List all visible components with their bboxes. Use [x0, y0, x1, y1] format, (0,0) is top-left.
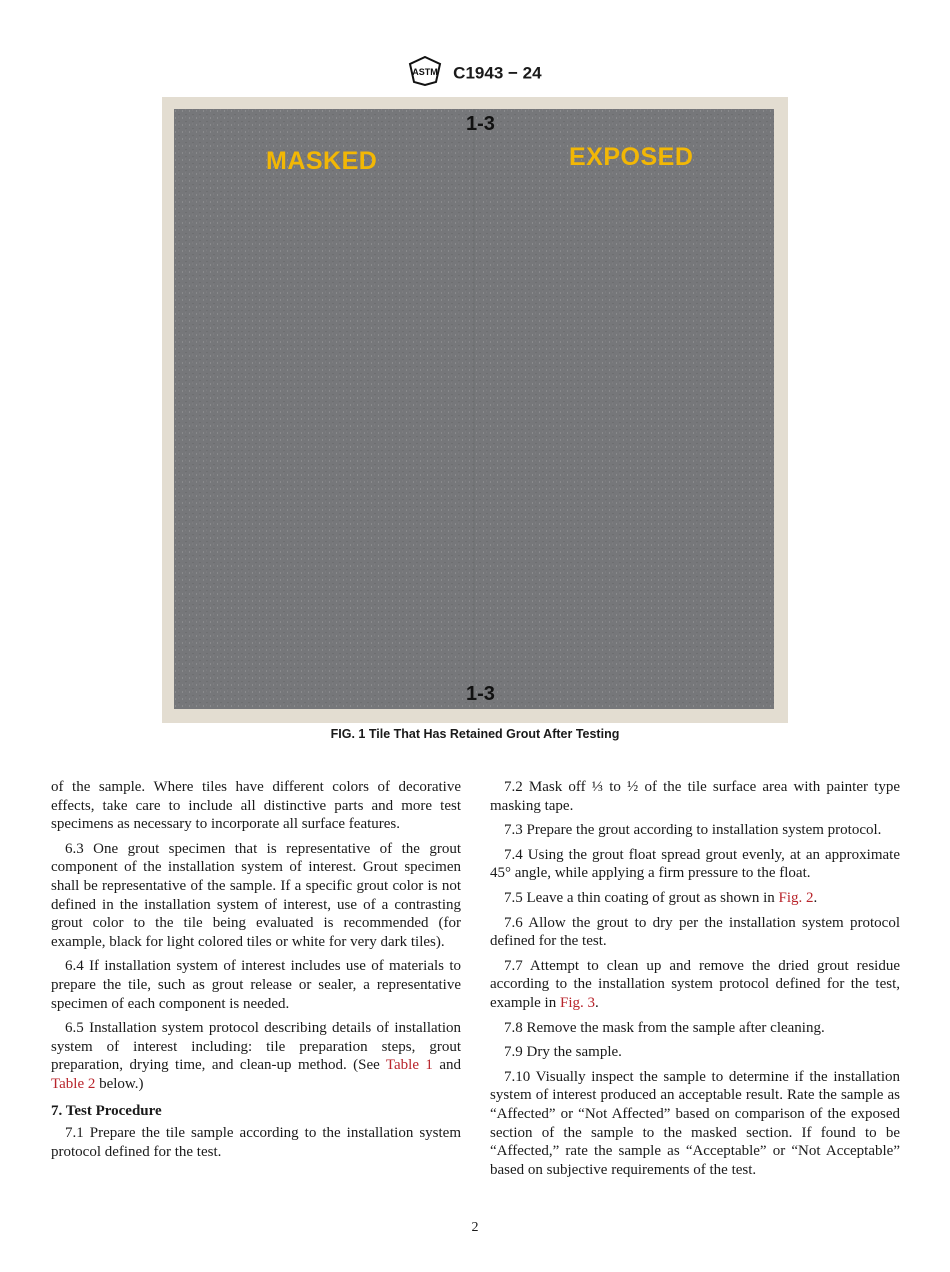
- paragraph-7-7: 7.7 Attempt to clean up and remove the dried grout residue according to the installation system protocol defined for the test, example in Fig. 3.: [490, 957, 900, 1011]
- paragraph-7-10: 7.10 Visually inspect the sample to determine if the installation system of interest produced an acceptable result. Rate the sample as “Affected” or “Not Affected” based on comparison of the exposed section of the sample to the masked section. If found to be “Affected,” rate the sample as “Acceptable” or “Not Acceptable” based on subjective requirements of the test.: [490, 1068, 900, 1178]
- fig-3-link[interactable]: Fig. 3: [559, 994, 595, 1011]
- svg-text:ASTM: ASTM: [412, 67, 439, 77]
- tile-sample: [174, 109, 774, 709]
- fig-2-link[interactable]: Fig. 2: [778, 889, 814, 906]
- paragraph-6-3: 6.3 One grout specimen that is representative of the grout component of the installation system of interest. Grout specimen shall be representative of the sample. If a specific grout color is not defined in the installation system of interest, use of a contrasting grout color to the tile being evaluated is recommended (for example, black for light colored tiles or white for very dark tiles).: [51, 840, 461, 950]
- page-number: 2: [471, 1220, 479, 1235]
- marker-bottom: 1-3: [466, 683, 495, 705]
- figure-caption: FIG. 1 Tile That Has Retained Grout After Testing: [330, 727, 620, 741]
- tile-texture: [174, 109, 774, 709]
- paragraph-7-5: 7.5 Leave a thin coating of grout as shown in Fig. 2.: [504, 889, 818, 906]
- table-1-link[interactable]: Table 1: [385, 1057, 433, 1074]
- paragraph-6-5: 6.5 Installation system protocol describing details of installation system of interest including: tile preparation steps, grout preparation, drying time, and clean-up method. (See Table 1 and Table 2 below.): [51, 1020, 461, 1092]
- label-masked: MASKED: [266, 147, 378, 175]
- label-exposed: EXPOSED: [569, 143, 694, 171]
- section-heading: 7. Test Procedure: [51, 1102, 162, 1119]
- figure-photo: [162, 97, 788, 723]
- paragraph: of the sample. Where tiles have different colors of decorative effects, take care to include all distinctive parts and more test specimens as necessary to incorporate all surface features.: [51, 779, 461, 833]
- paragraph-7-4: 7.4 Using the grout float spread grout evenly, at an approximate 45° angle, while applying a firm pressure to the float.: [490, 846, 900, 882]
- document-number: C1943 − 24: [453, 63, 542, 83]
- paragraph-7-9: 7.9 Dry the sample.: [504, 1044, 622, 1061]
- paragraph-7-2: 7.2 Mask off ⅓ to ½ of the tile surface area with painter type masking tape.: [490, 779, 900, 814]
- page-header: [0, 56, 950, 91]
- paragraph-6-4: 6.4 If installation system of interest includes use of materials to prepare the tile, such as grout release or sealer, a representative specimen of each component is needed.: [51, 958, 461, 1012]
- left-column: [51, 778, 461, 1167]
- paragraph-7-6: 7.6 Allow the grout to dry per the installation system protocol defined for the test.: [490, 914, 900, 950]
- marker-top: 1-3: [466, 113, 495, 135]
- right-column: [490, 778, 900, 1185]
- astm-logo-icon: [408, 56, 442, 91]
- paragraph-7-8: 7.8 Remove the mask from the sample after cleaning.: [504, 1019, 825, 1036]
- paragraph-7-1: 7.1 Prepare the tile sample according to the installation system protocol defined for the test.: [51, 1125, 461, 1160]
- paragraph-7-3: 7.3 Prepare the grout according to installation system protocol.: [504, 822, 882, 839]
- table-2-link[interactable]: Table 2: [51, 1075, 96, 1092]
